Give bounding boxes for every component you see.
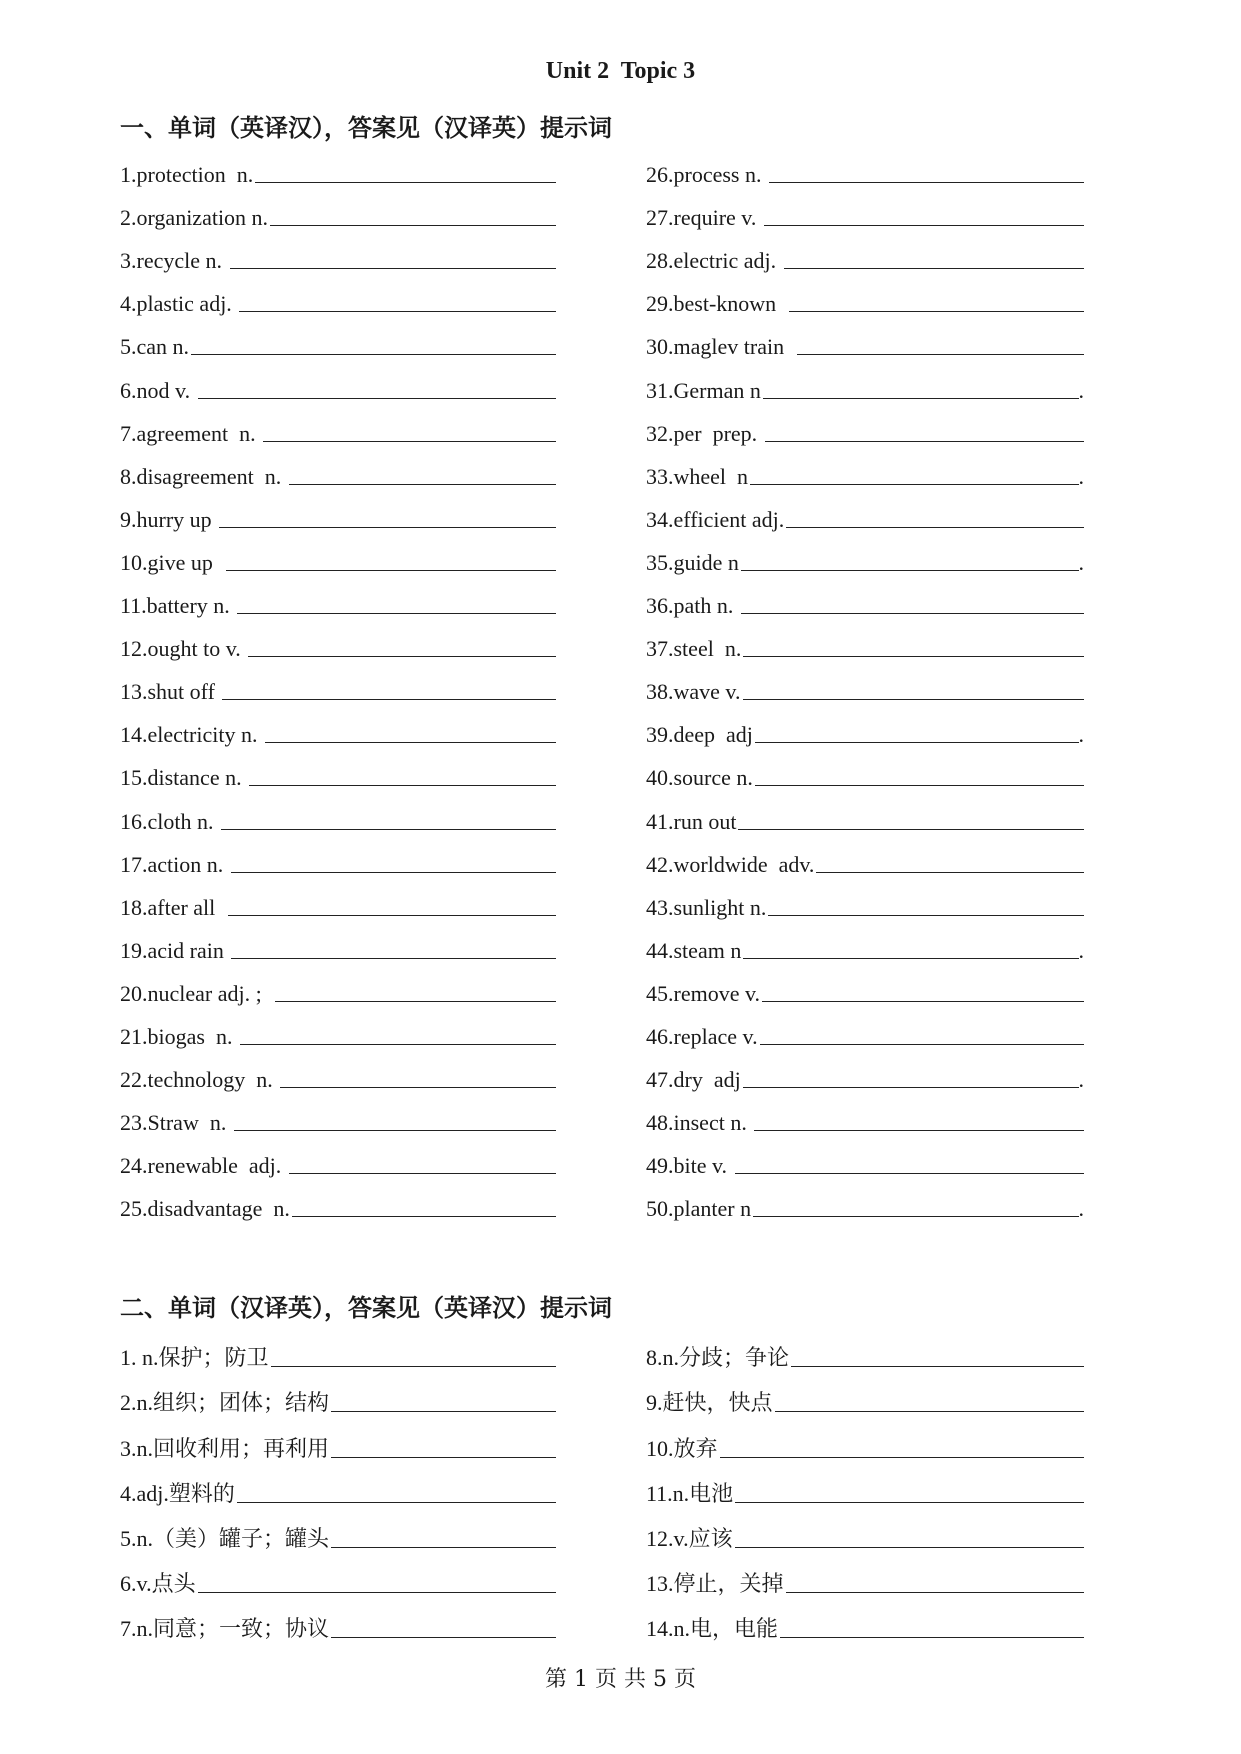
vocab-item (646, 835, 1084, 878)
answer-blank[interactable] (738, 828, 1084, 830)
vocab-item (646, 1598, 1084, 1643)
vocab-prompt: 28.electric adj. (646, 248, 782, 274)
section-1-left-column (120, 145, 556, 1222)
answer-blank[interactable] (292, 1215, 556, 1217)
end-punctuation: . (1078, 549, 1084, 575)
vocab-prompt: 14.n.电，电能 (646, 1616, 779, 1642)
answer-blank[interactable] (230, 267, 557, 269)
vocab-prompt: 4.plastic adj. (120, 291, 238, 317)
vocab-item (646, 1372, 1084, 1417)
vocab-item (646, 1179, 1084, 1222)
vocab-item (646, 705, 1084, 748)
answer-blank[interactable] (735, 1546, 1084, 1548)
answer-blank[interactable] (198, 1591, 556, 1593)
answer-blank[interactable] (784, 267, 1084, 269)
vocab-item (120, 878, 556, 921)
end-punctuation: . (1078, 937, 1084, 963)
answer-blank[interactable] (289, 483, 556, 485)
vocab-item (120, 1050, 556, 1093)
vocab-prompt: 43.sunlight n. (646, 894, 767, 920)
vocab-item (120, 317, 556, 360)
vocab-item (120, 748, 556, 791)
vocab-prompt: 32.per prep. (646, 420, 763, 446)
end-punctuation: . (1078, 1067, 1084, 1093)
answer-blank[interactable] (763, 397, 1079, 399)
vocab-item (646, 878, 1084, 921)
vocab-prompt: 20.nuclear adj. ; (120, 980, 273, 1006)
vocab-prompt: 27.require v. (646, 205, 762, 231)
answer-blank[interactable] (755, 741, 1079, 743)
vocab-prompt: 7.n.同意；一致；协议 (120, 1616, 330, 1642)
vocab-item (646, 145, 1084, 188)
vocab-item (646, 662, 1084, 705)
vocab-prompt: 1.protection n. (120, 162, 254, 188)
answer-blank[interactable] (280, 1086, 556, 1088)
vocab-item (120, 1136, 556, 1179)
vocab-item (646, 1050, 1084, 1093)
vocab-item (120, 447, 556, 490)
vocab-prompt: 15.distance n. (120, 765, 248, 791)
vocab-prompt: 35.guide n (646, 549, 739, 575)
answer-blank[interactable] (816, 871, 1084, 873)
vocab-prompt: 9.hurry up (120, 506, 218, 532)
vocab-item (646, 576, 1084, 619)
answer-blank[interactable] (743, 655, 1084, 657)
answer-blank[interactable] (786, 526, 1084, 528)
vocab-item (120, 1553, 556, 1598)
vocab-item (120, 619, 556, 662)
answer-blank[interactable] (228, 914, 556, 916)
vocab-prompt: 10.放弃 (646, 1435, 718, 1461)
vocab-prompt: 22.technology n. (120, 1067, 279, 1093)
vocab-prompt: 5.n.（美）罐子；罐头 (120, 1525, 330, 1551)
vocab-item (120, 231, 556, 274)
vocab-item (646, 619, 1084, 662)
answer-blank[interactable] (249, 784, 556, 786)
answer-blank[interactable] (743, 698, 1085, 700)
answer-blank[interactable] (226, 569, 556, 571)
vocab-prompt: 8.n.分歧；争论 (646, 1345, 790, 1371)
vocab-prompt: 8.disagreement n. (120, 463, 287, 489)
vocab-prompt: 31.German n (646, 377, 761, 403)
vocab-item (646, 791, 1084, 834)
vocab-item (120, 1463, 556, 1508)
answer-blank[interactable] (789, 310, 1084, 312)
answer-blank[interactable] (270, 224, 556, 226)
vocab-prompt: 39.deep adj (646, 722, 753, 748)
answer-blank[interactable] (791, 1365, 1084, 1367)
answer-blank[interactable] (255, 181, 556, 183)
vocab-prompt: 6.nod v. (120, 377, 196, 403)
answer-blank[interactable] (762, 1000, 1084, 1002)
vocab-prompt: 44.steam n (646, 937, 742, 963)
vocab-item (120, 576, 556, 619)
answer-blank[interactable] (735, 1172, 1084, 1174)
vocab-item (646, 1327, 1084, 1372)
vocab-item (120, 1417, 556, 1462)
vocab-prompt: 40.source n. (646, 765, 753, 791)
answer-blank[interactable] (331, 1546, 556, 1548)
vocab-prompt: 21.biogas n. (120, 1023, 238, 1049)
vocab-item (646, 921, 1084, 964)
answer-blank[interactable] (231, 871, 556, 873)
page-title: Unit 2 Topic 3 (545, 58, 696, 84)
vocab-item (120, 662, 556, 705)
vocab-prompt: 29.best-known (646, 291, 788, 317)
answer-blank[interactable] (754, 1129, 1084, 1131)
vocab-item (120, 1327, 556, 1372)
answer-blank[interactable] (741, 569, 1079, 571)
vocab-prompt: 5.can n. (120, 334, 190, 360)
vocab-item (120, 1093, 556, 1136)
vocab-prompt: 49.bite v. (646, 1153, 733, 1179)
answer-blank[interactable] (764, 224, 1084, 226)
vocab-item (646, 1553, 1084, 1598)
section-2-right-column (646, 1327, 1084, 1643)
vocab-prompt: 12.v.应该 (646, 1525, 733, 1551)
answer-blank[interactable] (240, 1043, 556, 1045)
answer-blank[interactable] (331, 1410, 556, 1412)
answer-blank[interactable] (265, 741, 556, 743)
vocab-item (120, 1372, 556, 1417)
vocab-item (120, 533, 556, 576)
answer-blank[interactable] (743, 1086, 1079, 1088)
vocab-item (646, 490, 1084, 533)
answer-blank[interactable] (753, 1215, 1078, 1217)
answer-blank[interactable] (755, 784, 1084, 786)
section-2-heading: 二、单词（汉译英），答案见（英译汉）提示词 (120, 1294, 612, 1322)
vocab-item (646, 1417, 1084, 1462)
end-punctuation: . (1078, 463, 1084, 489)
vocab-prompt: 25.disadvantage n. (120, 1196, 290, 1222)
vocab-item (646, 1463, 1084, 1508)
vocab-prompt: 47.dry adj (646, 1067, 741, 1093)
vocab-prompt: 3.recycle n. (120, 248, 228, 274)
vocab-item (120, 1508, 556, 1553)
vocab-item (646, 1093, 1084, 1136)
answer-blank[interactable] (248, 655, 556, 657)
vocab-prompt: 6.v.点头 (120, 1571, 196, 1597)
vocab-item (646, 748, 1084, 791)
vocab-item (120, 145, 556, 188)
vocab-item (646, 274, 1084, 317)
page-footer: 第 1 页 共 5 页 (545, 1667, 696, 1692)
vocab-prompt: 34.efficient adj. (646, 506, 785, 532)
vocab-item (120, 274, 556, 317)
vocab-item (120, 490, 556, 533)
vocab-item (646, 447, 1084, 490)
vocab-prompt: 42.worldwide adv. (646, 851, 815, 877)
answer-blank[interactable] (271, 1365, 556, 1367)
answer-blank[interactable] (237, 612, 556, 614)
vocab-prompt: 3.n.回收利用；再利用 (120, 1435, 330, 1461)
answer-blank[interactable] (743, 957, 1078, 959)
vocab-prompt: 12.ought to v. (120, 636, 247, 662)
section-2-left-column (120, 1327, 556, 1643)
vocab-prompt: 36.path n. (646, 593, 739, 619)
answer-blank[interactable] (234, 1129, 556, 1131)
vocab-prompt: 11.battery n. (120, 593, 236, 619)
answer-blank[interactable] (750, 483, 1078, 485)
vocab-item (646, 964, 1084, 1007)
vocab-prompt: 18.after all (120, 894, 227, 920)
answer-blank[interactable] (275, 1000, 556, 1002)
answer-blank[interactable] (239, 310, 556, 312)
answer-blank[interactable] (221, 828, 556, 830)
vocab-prompt: 24.renewable adj. (120, 1153, 287, 1179)
answer-blank[interactable] (222, 698, 556, 700)
answer-blank[interactable] (786, 1591, 1084, 1593)
vocab-item (646, 360, 1084, 403)
answer-blank[interactable] (263, 440, 556, 442)
end-punctuation: . (1078, 1196, 1084, 1222)
answer-blank[interactable] (775, 1410, 1084, 1412)
vocab-item (646, 1508, 1084, 1553)
vocab-item (120, 835, 556, 878)
vocab-prompt: 45.remove v. (646, 980, 761, 1006)
vocab-item (120, 791, 556, 834)
vocab-prompt: 37.steel n. (646, 636, 742, 662)
vocab-item (646, 188, 1084, 231)
answer-blank[interactable] (780, 1636, 1084, 1638)
vocab-prompt: 9.赶快，快点 (646, 1390, 773, 1416)
answer-blank[interactable] (231, 957, 556, 959)
vocab-item (120, 705, 556, 748)
vocab-item (120, 1007, 556, 1050)
vocab-prompt: 4.adj.塑料的 (120, 1480, 235, 1506)
vocab-prompt: 30.maglev train (646, 334, 796, 360)
vocab-item (646, 231, 1084, 274)
answer-blank[interactable] (768, 914, 1084, 916)
answer-blank[interactable] (331, 1636, 556, 1638)
vocab-item (646, 317, 1084, 360)
vocab-prompt: 13.停止，关掉 (646, 1571, 784, 1597)
section-1-heading: 一、单词（英译汉），答案见（汉译英）提示词 (120, 114, 612, 142)
vocab-prompt: 16.cloth n. (120, 808, 219, 834)
vocab-prompt: 2.n.组织；团体；结构 (120, 1390, 330, 1416)
vocab-item (646, 1007, 1084, 1050)
vocab-prompt: 17.action n. (120, 851, 229, 877)
answer-blank[interactable] (735, 1501, 1084, 1503)
vocab-item (120, 921, 556, 964)
vocab-item (646, 533, 1084, 576)
vocab-prompt: 14.electricity n. (120, 722, 263, 748)
vocab-prompt: 10.give up (120, 549, 224, 575)
vocab-item (646, 1136, 1084, 1179)
vocab-item (120, 188, 556, 231)
section-1-right-column (646, 145, 1084, 1222)
answer-blank[interactable] (219, 526, 556, 528)
vocab-prompt: 38.wave v. (646, 679, 741, 705)
vocab-item (120, 360, 556, 403)
vocab-prompt: 7.agreement n. (120, 420, 262, 446)
answer-blank[interactable] (765, 440, 1084, 442)
vocab-item (646, 404, 1084, 447)
end-punctuation: . (1078, 722, 1084, 748)
vocab-prompt: 50.planter n (646, 1196, 752, 1222)
answer-blank[interactable] (331, 1456, 556, 1458)
vocab-item (120, 1179, 556, 1222)
end-punctuation: . (1078, 377, 1084, 403)
vocab-prompt: 13.shut off (120, 679, 221, 705)
answer-blank[interactable] (198, 397, 556, 399)
vocab-prompt: 26.process n. (646, 162, 767, 188)
vocab-item (120, 404, 556, 447)
vocab-prompt: 33.wheel n (646, 463, 749, 489)
answer-blank[interactable] (289, 1172, 556, 1174)
vocab-prompt: 11.n.电池 (646, 1480, 734, 1506)
vocab-item (120, 964, 556, 1007)
vocab-item (120, 1598, 556, 1643)
answer-blank[interactable] (797, 353, 1084, 355)
answer-blank[interactable] (741, 612, 1084, 614)
answer-blank[interactable] (191, 353, 556, 355)
vocab-prompt: 48.insect n. (646, 1110, 753, 1136)
answer-blank[interactable] (720, 1456, 1084, 1458)
vocab-prompt: 19.acid rain (120, 937, 230, 963)
vocab-prompt: 1. n.保护；防卫 (120, 1345, 269, 1371)
vocab-prompt: 23.Straw n. (120, 1110, 232, 1136)
vocab-prompt: 46.replace v. (646, 1023, 758, 1049)
answer-blank[interactable] (760, 1043, 1084, 1045)
answer-blank[interactable] (769, 181, 1084, 183)
vocab-prompt: 41.run out (646, 808, 737, 834)
answer-blank[interactable] (237, 1501, 556, 1503)
vocab-prompt: 2.organization n. (120, 205, 269, 231)
